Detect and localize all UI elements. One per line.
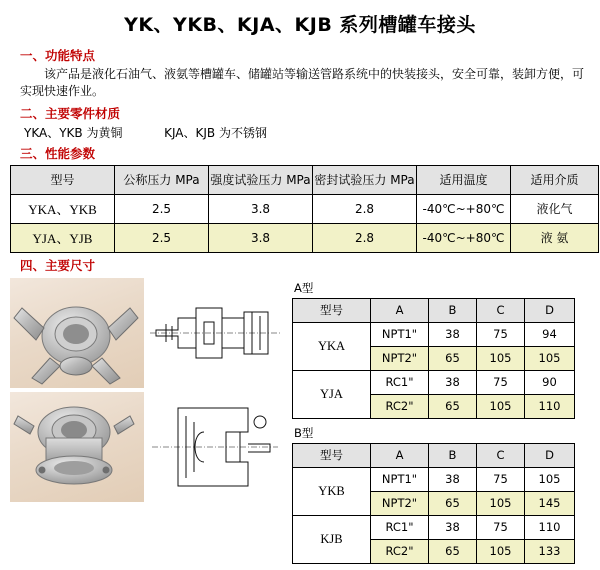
perf-col-0: 型号 (11, 165, 115, 194)
dimension-table-a (292, 298, 575, 419)
dim-b-r1-c: 105 (477, 491, 525, 515)
dim-b-r3-b: 65 (429, 539, 477, 563)
dim-b-r1-b: 65 (429, 491, 477, 515)
dim-b-r3-c: 105 (477, 539, 525, 563)
perf-r0-c4: -40℃~+80℃ (417, 194, 511, 223)
dim-b-col-3: C (477, 443, 525, 467)
perf-r1-c1: 2.5 (115, 223, 209, 252)
perf-r1-c4: -40℃~+80℃ (417, 223, 511, 252)
section-heading-performance: 三、性能参数 (20, 145, 96, 161)
dim-b-col-4: D (525, 443, 575, 467)
dim-a-r3-a: RC2" (371, 394, 429, 418)
perf-col-1: 公称压力 MPa (115, 165, 209, 194)
dim-a-r2-a: RC1" (371, 370, 429, 394)
type-label-a: A型 (294, 280, 314, 295)
image-column (10, 278, 282, 570)
materials-left: YKA、YKB 为黄铜 (24, 125, 123, 140)
dim-a-r2-c: 75 (477, 370, 525, 394)
dim-b-r0-c: 75 (477, 467, 525, 491)
dim-a-r0-a: NPT1" (371, 322, 429, 346)
table-row (293, 467, 575, 491)
perf-r1-c3: 2.8 (313, 223, 417, 252)
dim-b-r0-a: NPT1" (371, 467, 429, 491)
dim-a-r1-d: 105 (525, 346, 575, 370)
dim-b-col-2: B (429, 443, 477, 467)
dim-b-r2-b: 38 (429, 515, 477, 539)
table-row (293, 515, 575, 539)
table-row (11, 223, 599, 252)
dimension-tables-column (286, 278, 590, 570)
perf-r0-c1: 2.5 (115, 194, 209, 223)
dim-a-col-4: D (525, 298, 575, 322)
image-row-a (10, 278, 282, 388)
coupling-photo-b (10, 392, 144, 502)
dim-a-r2-b: 38 (429, 370, 477, 394)
table-row (293, 370, 575, 394)
coupling-photo-a (10, 278, 144, 388)
perf-col-5: 适用介质 (511, 165, 599, 194)
dim-a-model-yka: YKA (293, 322, 371, 370)
dim-a-r3-d: 110 (525, 394, 575, 418)
dim-a-r1-c: 105 (477, 346, 525, 370)
dim-b-r2-a: RC1" (371, 515, 429, 539)
dim-a-r0-c: 75 (477, 322, 525, 346)
dimension-table-b (292, 443, 575, 564)
section-heading-features: 一、功能特点 (20, 48, 96, 63)
type-label-b: B型 (294, 425, 314, 440)
dim-b-r1-a: NPT2" (371, 491, 429, 515)
perf-r0-c5: 液化气 (511, 194, 599, 223)
dim-b-r1-d: 145 (525, 491, 575, 515)
section-heading-dimensions: 四、主要尺寸 (20, 257, 96, 273)
dim-b-r0-d: 105 (525, 467, 575, 491)
perf-r0-c2: 3.8 (209, 194, 313, 223)
dim-b-model-kjb: KJB (293, 515, 371, 563)
dim-b-model-ykb: YKB (293, 467, 371, 515)
perf-col-4: 适用温度 (417, 165, 511, 194)
dim-b-col-0: 型号 (293, 443, 371, 467)
table-header-row (293, 298, 575, 322)
perf-r1-c0: YJA、YJB (11, 223, 115, 252)
page-title: YK、YKB、KJA、KJB 系列槽罐车接头 (124, 14, 476, 36)
dim-a-col-2: B (429, 298, 477, 322)
coupling-drawing-b (148, 392, 282, 502)
perf-r0-c0: YKA、YKB (11, 194, 115, 223)
coupling-drawing-a (148, 278, 282, 388)
dim-a-r0-b: 38 (429, 322, 477, 346)
dim-a-col-0: 型号 (293, 298, 371, 322)
image-row-b (10, 392, 282, 502)
table-header-row (11, 165, 599, 194)
dim-a-r3-b: 65 (429, 394, 477, 418)
dim-a-col-3: C (477, 298, 525, 322)
dim-a-model-yja: YJA (293, 370, 371, 418)
section-heading-materials: 二、主要零件材质 (20, 105, 121, 121)
performance-table (10, 165, 599, 253)
dim-b-r3-a: RC2" (371, 539, 429, 563)
materials-right: KJA、KJB 为不锈钢 (164, 125, 267, 140)
perf-r1-c2: 3.8 (209, 223, 313, 252)
dimensions-area (10, 278, 590, 570)
dim-b-r3-d: 133 (525, 539, 575, 563)
table-row (293, 322, 575, 346)
materials-line (24, 124, 590, 141)
perf-r0-c3: 2.8 (313, 194, 417, 223)
perf-r1-c5: 液 氨 (511, 223, 599, 252)
dim-a-col-1: A (371, 298, 429, 322)
dim-b-r2-c: 75 (477, 515, 525, 539)
dim-a-r0-d: 94 (525, 322, 575, 346)
dim-b-r2-d: 110 (525, 515, 575, 539)
table-header-row (293, 443, 575, 467)
dim-a-r1-b: 65 (429, 346, 477, 370)
dim-b-r0-b: 38 (429, 467, 477, 491)
perf-col-2: 强度试验压力 MPa (209, 165, 313, 194)
dim-a-r1-a: NPT2" (371, 346, 429, 370)
dim-a-r2-d: 90 (525, 370, 575, 394)
table-row (11, 194, 599, 223)
dim-b-col-1: A (371, 443, 429, 467)
dim-a-r3-c: 105 (477, 394, 525, 418)
perf-col-3: 密封试验压力 MPa (313, 165, 417, 194)
features-text: 该产品是液化石油气、液氨等槽罐车、储罐站等输送管路系统中的快装接头，安全可靠，装卸方便，可实现快速作业。 (20, 67, 585, 99)
